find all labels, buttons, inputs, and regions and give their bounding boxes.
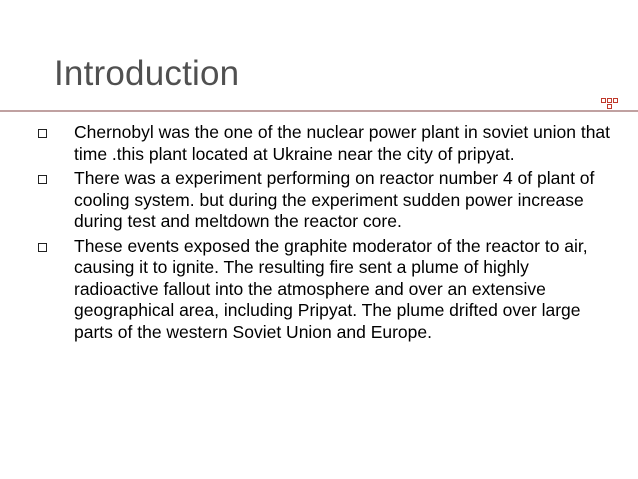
bullet-list <box>32 122 612 346</box>
title-divider <box>0 110 638 112</box>
decorative-square-icon <box>607 104 612 109</box>
bullet-text: Chernobyl was the one of the nuclear power plant in soviet union that time .this plant located at Ukraine near the city of pripyat. <box>74 122 611 164</box>
bullet-item <box>32 168 612 233</box>
bullet-item <box>32 236 612 344</box>
square-bullet-icon <box>38 175 47 184</box>
bullet-text: These events exposed the graphite moderator of the reactor to air, causing it to ignite. The resulting fire sent a plume of highly radioactive fallout into the atmosphere and over an extensive geographical area, including Pripyat. The plume drifted over large parts of the western Soviet Union and Europe. <box>74 235 588 342</box>
square-bullet-icon <box>38 129 47 138</box>
square-bullet-icon <box>38 243 47 252</box>
slide-title: Introduction <box>54 54 240 93</box>
decorative-square-icon <box>601 98 606 103</box>
bullet-text: There was a experiment performing on reactor number 4 of plant of cooling system. but during the experiment sudden power increase during test and meltdown the reactor core. <box>74 168 595 231</box>
decorative-square-icon <box>613 98 618 103</box>
bullet-item <box>32 122 612 165</box>
decorative-square-icon <box>607 98 612 103</box>
